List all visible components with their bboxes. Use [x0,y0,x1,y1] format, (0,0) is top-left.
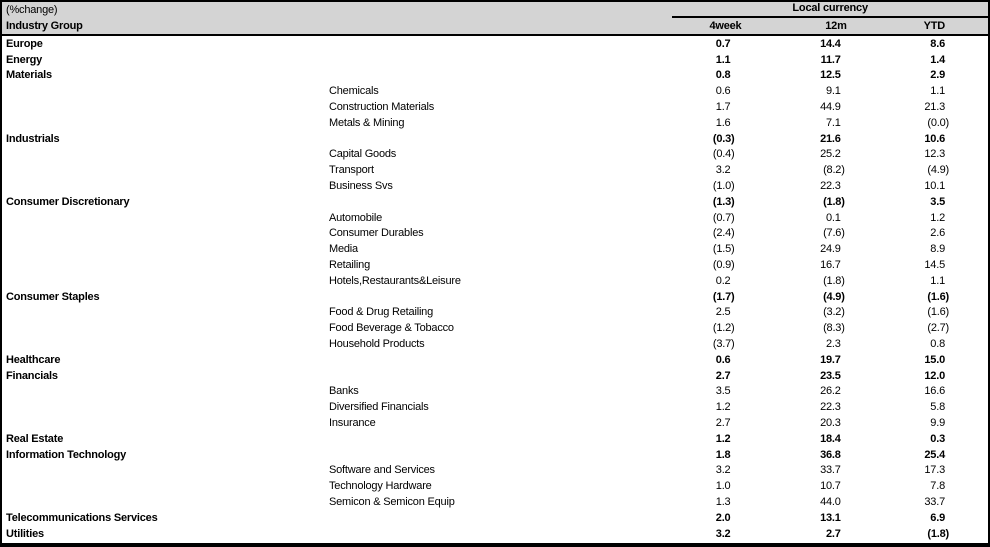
row-label: Energy [6,53,43,66]
value-ytd: 16.6 [924,385,945,398]
value-4week: (0.3) [712,132,735,145]
value-4week: 1.0 [715,480,731,493]
value-12m: 22.3 [820,180,841,192]
row-label: Business Svs [329,180,393,192]
value-4week: (0.4) [712,148,735,161]
value-4week: 2.7 [715,416,731,429]
value-ytd: 8.9 [930,243,945,256]
value-12m: 23.5 [820,369,841,382]
value-12m: (1.8) [823,274,845,287]
table-row [1,100,989,116]
value-4week: 2.0 [715,511,731,524]
value-4week: 1.2 [715,432,731,445]
value-4week: 3.2 [715,464,731,477]
value-ytd: 2.6 [930,227,945,240]
value-4week: 3.2 [715,528,731,541]
column-header-4week: 4week [640,18,744,35]
value-ytd: 10.1 [924,180,945,192]
row-label: Food Beverage & Tobacco [329,322,454,335]
row-label: Automobile [329,211,383,224]
value-ytd: 25.4 [924,448,945,461]
row-label: Consumer Discretionary [6,195,130,208]
value-4week: 0.8 [715,69,731,82]
value-4week: 0.6 [715,353,731,366]
table-row [1,242,989,258]
table-row [1,147,989,163]
value-12m: 2.7 [825,528,841,541]
row-label: Industrials [6,132,60,145]
currency-group-cell [640,1,989,18]
value-ytd: 0.3 [930,432,945,445]
table-row [1,131,989,147]
value-ytd: 0.8 [930,337,945,350]
value-4week: 1.6 [715,116,731,129]
value-12m: 7.1 [825,116,841,129]
row-label: Real Estate [6,432,64,445]
table-row [1,416,989,432]
table-header [1,1,989,35]
row-label: Transport [329,164,374,177]
value-12m: 12.5 [820,69,841,82]
value-12m: 33.7 [820,464,841,477]
value-4week: (1.7) [712,290,735,303]
value-12m: 13.1 [820,511,841,524]
value-12m: 10.7 [820,480,841,493]
value-12m: 16.7 [820,258,841,271]
value-4week: (0.9) [712,258,735,271]
row-label: Technology Hardware [329,480,432,493]
value-12m: 14.4 [820,37,841,50]
value-ytd: (2.7) [927,322,949,335]
value-12m: 20.3 [820,416,841,429]
table-row [1,352,989,368]
table-row [1,84,989,100]
row-label: Diversified Financials [329,401,429,414]
value-ytd: (1.6) [927,290,949,303]
value-4week: 1.7 [715,101,731,114]
value-12m: (4.9) [823,290,845,303]
value-12m: 36.8 [820,448,841,461]
row-label: Software and Services [329,464,435,477]
table-row [1,179,989,195]
value-12m: (8.3) [823,322,845,335]
value-4week: 1.1 [715,53,731,66]
value-ytd: 1.1 [930,274,945,287]
value-ytd: (4.9) [927,164,949,177]
value-ytd: 6.9 [930,511,945,524]
local-currency-header: Local currency [672,2,988,18]
table-body [1,35,989,545]
row-label: Household Products [329,337,425,350]
value-4week: 0.2 [715,274,731,287]
table-row [1,495,989,511]
value-ytd: 12.0 [924,369,945,382]
table-row [1,321,989,337]
value-4week: 2.7 [715,369,731,382]
value-12m: (3.2) [823,306,845,319]
value-4week: 0.7 [715,37,731,50]
value-4week: 2.5 [715,306,731,319]
value-4week: 1.3 [715,495,731,508]
value-4week: 1.8 [715,448,731,461]
row-label: Information Technology [6,448,127,461]
table-row [1,479,989,495]
value-12m: 0.1 [825,211,841,224]
table-row [1,258,989,274]
table-row [1,194,989,210]
value-12m: (7.6) [823,227,845,240]
row-label: Banks [329,385,359,398]
value-12m: 2.3 [825,337,841,350]
row-label: Capital Goods [329,148,397,161]
row-label: Chemicals [329,85,379,98]
value-12m: (1.8) [823,195,845,208]
value-ytd: 5.8 [930,401,945,414]
value-ytd: 1.2 [930,211,945,224]
table-row [1,115,989,131]
value-ytd: 15.0 [924,353,945,366]
value-4week: (1.0) [712,180,735,192]
table-row [1,368,989,384]
value-12m: 11.7 [820,53,841,66]
value-4week: 3.5 [715,385,731,398]
value-4week: (1.3) [712,195,735,208]
value-4week: 3.2 [715,164,731,177]
table-row [1,35,989,52]
value-4week: (0.7) [712,211,735,224]
row-label: Hotels,Restaurants&Leisure [329,274,461,287]
value-12m: 18.4 [820,432,841,445]
row-label: Food & Drug Retailing [329,306,434,319]
column-header-12m: 12m [744,18,850,35]
value-12m: (8.2) [823,164,845,177]
row-label: Materials [6,69,52,82]
row-label: Insurance [329,416,376,429]
table-row [1,68,989,84]
value-12m: 22.3 [820,401,841,414]
value-4week: 0.6 [715,85,731,98]
value-4week: (1.5) [712,243,735,256]
row-label: Construction Materials [329,101,435,114]
table-row [1,510,989,526]
value-12m: 25.2 [820,148,841,161]
table-row [1,52,989,68]
table-row [1,273,989,289]
value-ytd: 3.5 [930,195,945,208]
value-4week: (1.2) [712,322,735,335]
row-label: Consumer Durables [329,227,424,240]
row-label: Healthcare [6,353,61,366]
value-ytd: 12.3 [924,148,945,161]
value-ytd: (0.0) [927,116,949,129]
row-label: Utilities [6,528,44,541]
row-label: Retailing [329,258,371,271]
value-12m: 24.9 [820,243,841,256]
value-12m: 21.6 [820,132,841,145]
industry-group-header: Industry Group [1,18,640,35]
value-ytd: 1.4 [930,53,945,66]
value-ytd: (1.8) [927,528,949,541]
table-row [1,226,989,242]
value-12m: 9.1 [825,85,841,98]
table-row [1,163,989,179]
value-ytd: 17.3 [924,464,945,477]
table-row [1,289,989,305]
table-row [1,463,989,479]
table-row [1,210,989,226]
row-label: Consumer Staples [6,290,100,303]
table-row [1,431,989,447]
value-12m: 26.2 [820,385,841,398]
column-header-ytd: YTD [851,18,989,35]
table-row [1,337,989,353]
row-label: Financials [6,369,58,382]
table-row [1,305,989,321]
value-ytd: 2.9 [930,69,945,82]
row-label: Metals & Mining [329,116,405,129]
table-row [1,400,989,416]
value-ytd: 21.3 [924,101,945,114]
value-4week: 1.2 [715,401,731,414]
percent-change-label: (%change) [1,1,640,18]
value-12m: 44.9 [820,101,841,114]
value-4week: (3.7) [712,337,735,350]
value-ytd: 8.6 [930,37,945,50]
row-label: Telecommunications Services [6,511,158,524]
row-label: Media [329,243,358,256]
row-label: Europe [6,37,43,50]
value-12m: 19.7 [820,353,841,366]
value-ytd: 7.8 [930,480,945,493]
value-ytd: 1.1 [930,85,945,98]
value-ytd: 9.9 [930,416,945,429]
value-12m: 44.0 [820,495,841,508]
value-ytd: 10.6 [924,132,945,145]
row-label: Semicon & Semicon Equip [329,495,455,508]
table-row [1,526,989,545]
value-4week: (2.4) [712,227,735,240]
value-ytd: 33.7 [924,495,945,508]
value-ytd: 14.5 [924,258,945,271]
value-ytd: (1.6) [927,306,949,319]
table-row [1,447,989,463]
table-row [1,384,989,400]
